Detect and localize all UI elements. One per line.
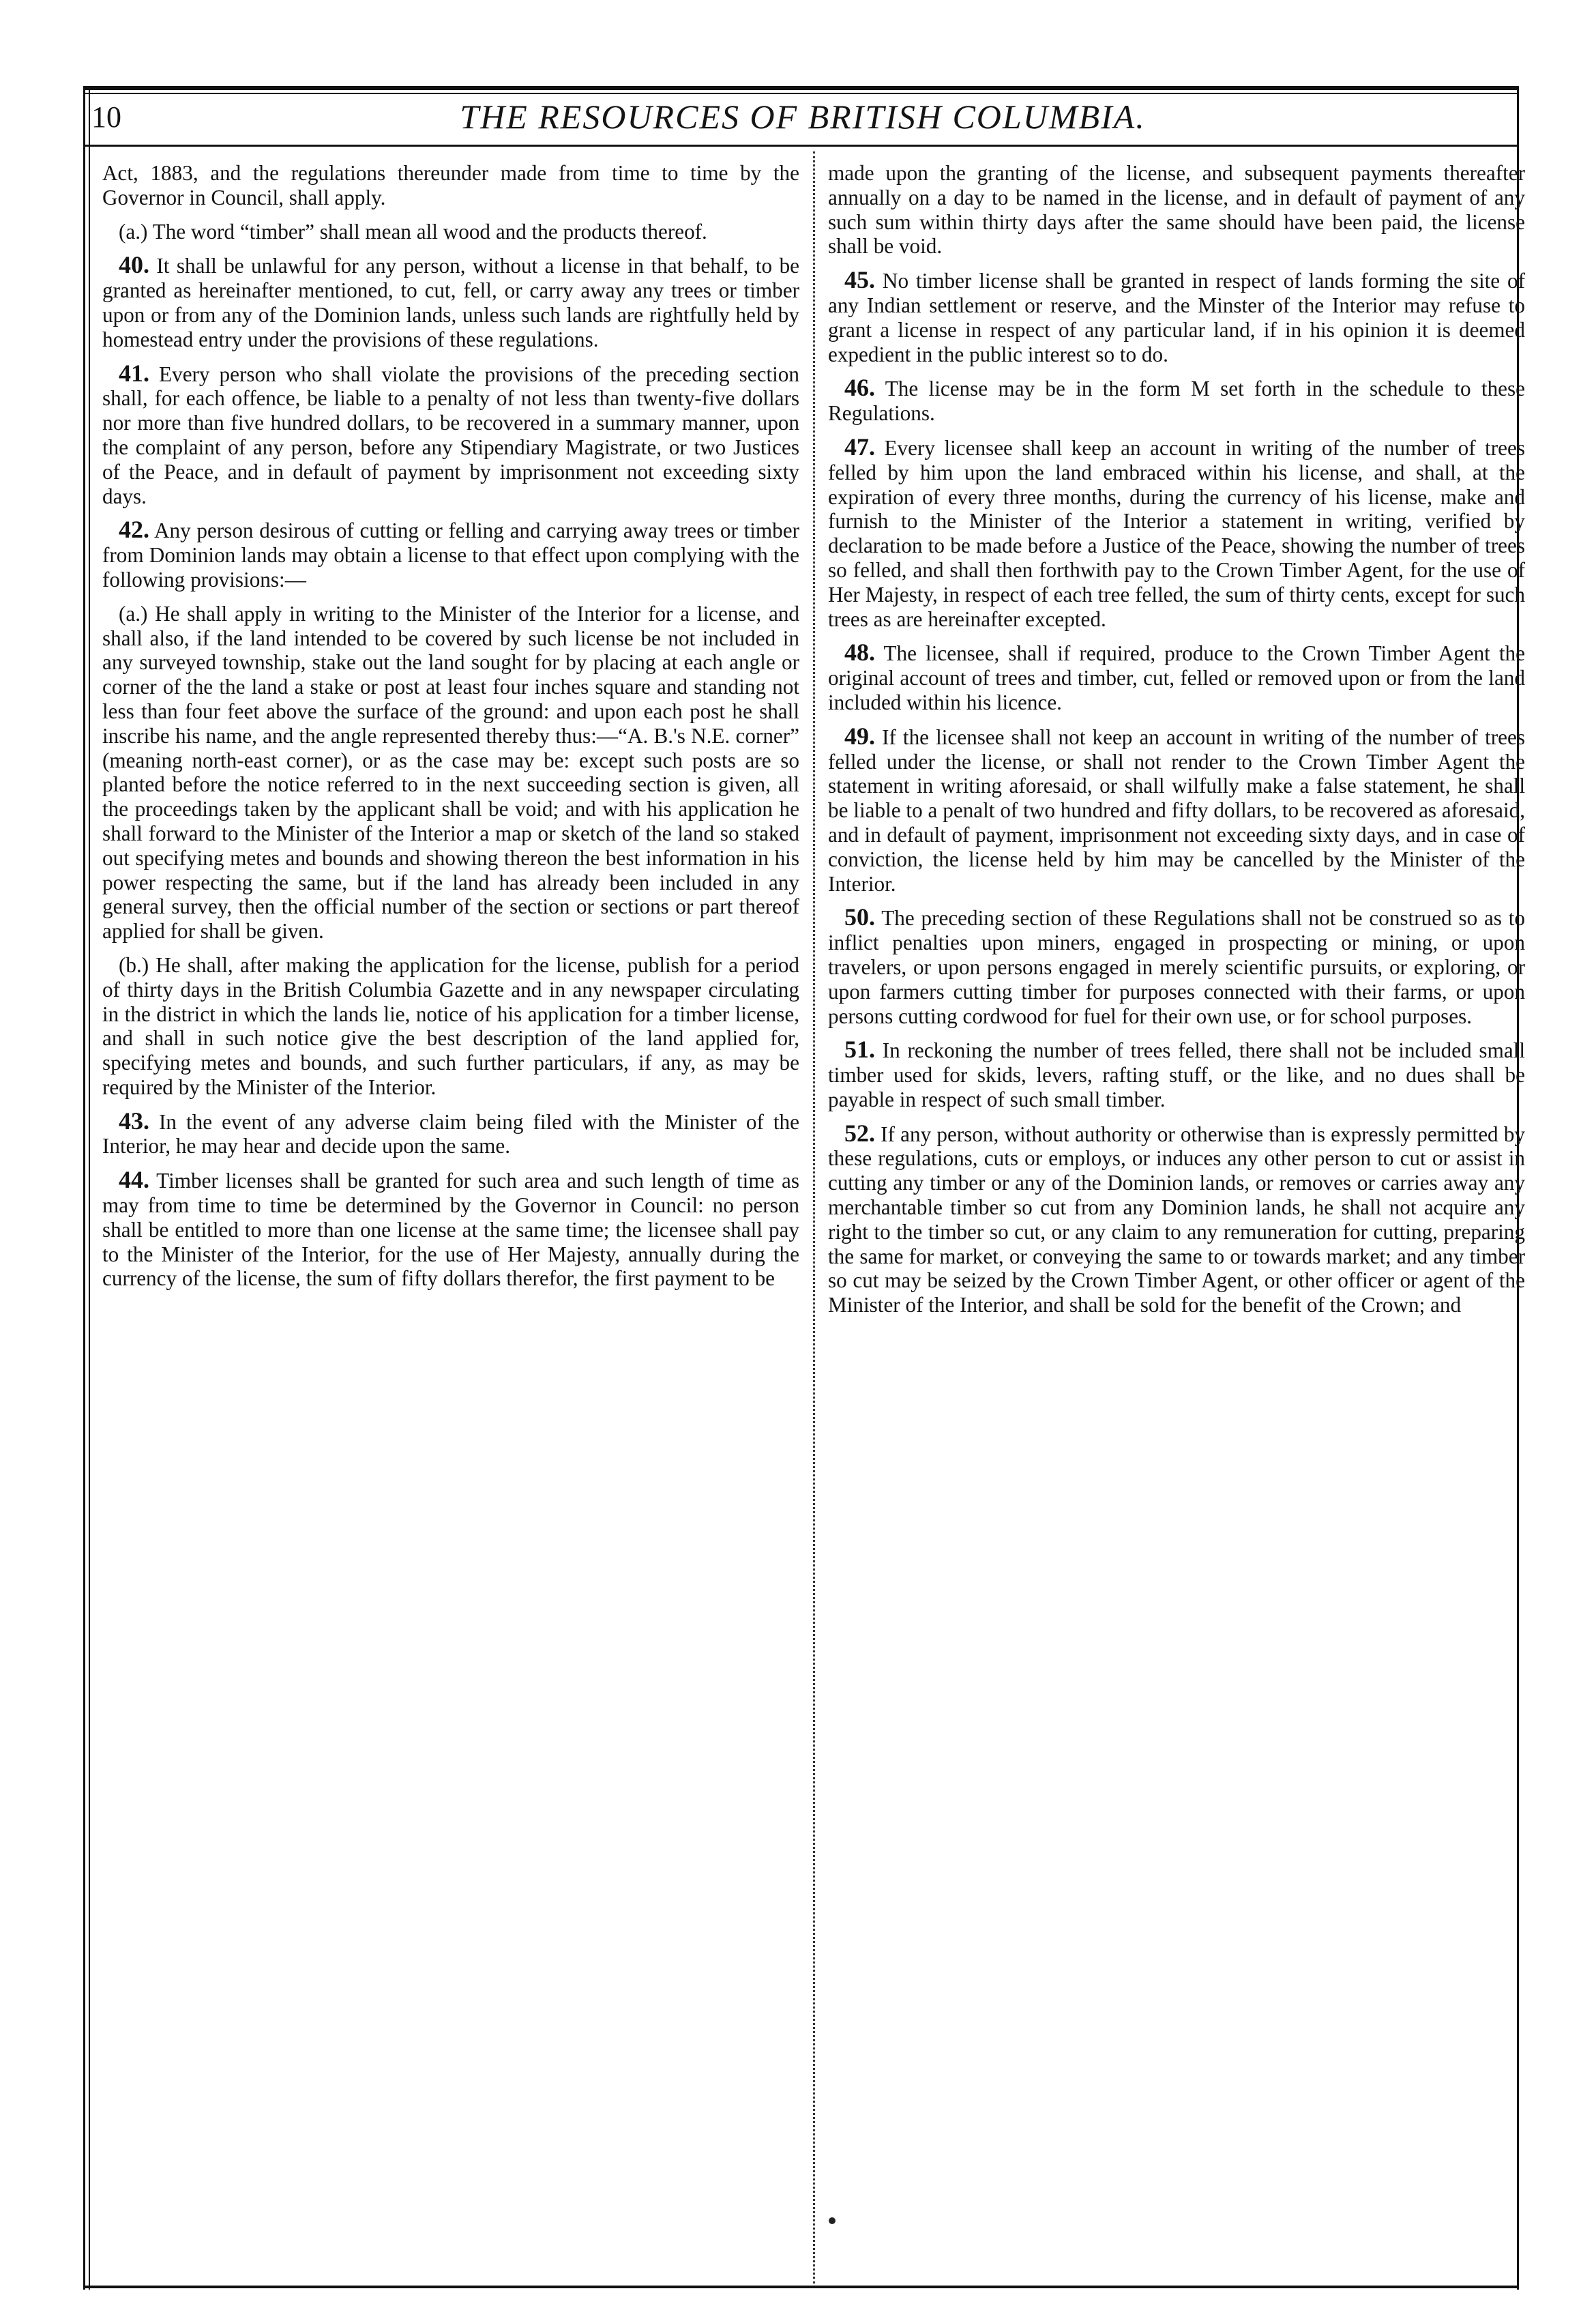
section-text: If any person, without authority or otherwise than is expressly permitted by these regulations, cuts or employs, or induces any other person to cut or assist in cutting any timber or any of the Dominion lands, or removes or carries away any merchantable timber so cut from any Dominion lands, he shall not acquire any right to the timber so cut, or any claim to any remuneration for cutting, preparing the same for market, or conveying the same to or towards market; and any timber so cut may be seized by the Crown Timber Agent, or other officer or agent of the Minister of the Interior, and shall be sold for the benefit of the Crown; and [828, 1122, 1526, 1317]
top-rule-thin [83, 93, 1519, 94]
section-number: 42. [119, 516, 149, 544]
section-text: In the event of any adverse claim being filed with the Minister of the Interior, he may hear and decide upon the same. [102, 1109, 799, 1158]
section-number: 49. [844, 722, 875, 750]
section-number: 48. [844, 639, 875, 667]
paragraph-text: Act, 1883, and the regulations thereunder made from time to time by the Governor in Council, shall apply. [102, 161, 799, 209]
section-43 [102, 1109, 799, 1159]
section-number: 46. [844, 374, 875, 402]
paragraph-text: (a.) He shall apply in writing to the Minister of the Interior for a license, and shall also, if the land intended to be covered by such license be not included in any surveyed township, stake out the land sought for by placing at each angle or corner of the the land a stake or post at least four inches square and standing not less than four feet above the surface of the ground: and upon each post he shall inscribe his name, and the angle represented thereby thus:—“A. B.'s N.E. corner” (meaning north-east corner), or as the case may be: except such posts are so planted before the notice referred to in the next succeeding section is given, all the proceedings taken by the applicant shall be void; and with his application he shall forward to the Minister of the Interior a map or sketch of the land so staked out specifying metes and bounds and showing thereon the best information in his power respecting the same, but if the land has already been included in any general survey, then the official number of the section or sections or part thereof applied for shall be given. [102, 601, 799, 944]
page-number: 10 [91, 100, 121, 134]
section-text: In reckoning the number of trees felled, there shall not be included small timber used for skids, levers, rafting stuff, or the like, and no dues shall be payable in respect of such small timber. [828, 1038, 1525, 1111]
subsection-a [102, 602, 799, 944]
section-number: 47. [844, 433, 875, 461]
section-text: The licensee, shall if required, produce to the Crown Timber Agent the original account of trees and timber, cut, felled or removed upon or from the land included within his licence. [828, 641, 1525, 714]
left-rule-inner [89, 86, 90, 2290]
paragraph-text: (a.) The word “timber” shall mean all wood and the products thereof. [119, 219, 707, 244]
section-text: Every person who shall violate the provisions of the preceding section shall, for each offence, be liable to a penalty of not less than twenty-five dollars nor more than five hundred dollars, to be recovered in a summary manner, upon the complaint of any person, before any Stipendiary Magistrate, or two Justices of the Peace, and in default of payment by imprisonment not exceeding sixty days. [102, 362, 799, 508]
section-number: 51. [844, 1036, 875, 1064]
section-41 [102, 359, 799, 509]
section-text: No timber license shall be granted in respect of lands forming the site of any Indian settlement or reserve, and the Minster of the Interior may refuse to grant a license in respect of any particular land, if in his opinion it is deemed expedient in the public interest so to do. [828, 269, 1526, 366]
paragraph [102, 161, 799, 210]
section-47 [828, 435, 1525, 631]
section-text: The preceding section of these Regulations shall not be construed so as to inflict penalties upon miners, engaged in prospecting or mining, or upon travelers, or upon persons engaged in merely scientific pursuits, or exploring, or upon farmers cutting timber for purposes connected with their farms, or upon persons cutting cordwood for fuel for their own use, or for school purposes. [828, 906, 1525, 1028]
paragraph-text: made upon the granting of the license, and subsequent payments thereafter annually on a day to be named in the license, and in default of payment of any such sum within thirty days after the same should have been paid, the license shall be void. [828, 161, 1525, 259]
section-text: Any person desirous of cutting or felling and carrying away trees or timber from Dominion lands may obtain a license to that effect upon complying with the following provisions:— [102, 519, 799, 592]
page-header [91, 96, 1514, 143]
section-42 [102, 518, 799, 592]
section-number: 52. [844, 1119, 875, 1147]
section-52 [828, 1119, 1526, 1317]
section-text: The license may be in the form M set forth in the schedule to these Regulations. [828, 377, 1526, 426]
paragraph [102, 220, 799, 244]
section-number: 45. [844, 266, 875, 294]
section-46 [828, 376, 1525, 426]
header-rule [83, 145, 1519, 147]
section-48 [828, 641, 1525, 714]
section-text: It shall be unlawful for any person, without a license in that behalf, to be granted as hereinafter mentioned, to cut, fell, or carry away any trees or timber upon or from any of the Dominion lands, unless such lands are rightfully held by homestead entry under the provisions of these regulations. [102, 254, 799, 351]
subsection-b [102, 953, 799, 1100]
section-text: Timber licenses shall be granted for such area and such length of time as may from time to time be determined by the Governor in Council: no person shall be entitled to more than one license at the same time; the licensee shall pay to the Minister of the Interior, for the use of Her Majesty, annually during the currency of the license, the sum of fifty dollars therefor, the first payment to be [102, 1169, 800, 1291]
left-column [102, 161, 799, 1291]
section-49 [828, 722, 1526, 896]
left-rule [83, 86, 85, 2290]
right-column [828, 161, 1525, 1317]
paragraph [828, 161, 1525, 259]
section-40 [102, 253, 799, 351]
section-text: If the licensee shall not keep an account in writing of the number of trees felled under the license, or shall not render to the Crown Timber Agent the statement in writing aforesaid, or shall wilfully make a false statement, he shall be liable to a penalt of two hundred and fifty dollars, to be recovered as aforesaid, and in default of payment, imprisonment not exceeding sixty days, and in case of conviction, the license held by him may be cancelled by the Minister of the Interior. [828, 725, 1526, 896]
section-51 [828, 1038, 1525, 1111]
column-divider [813, 151, 815, 2283]
print-mark [829, 2217, 836, 2224]
paragraph-text: (b.) He shall, after making the application for the license, publish for a period of thirty days in the British Columbia Gazette and in any newspaper circulating in the district in which the lands lie, notice of his application for a timber license, and shall in such notice give the best description of the land applied for, specifying metes and bounds, and such further particulars, if any, as may be required by the Minister of the Interior. [102, 952, 799, 1099]
section-50 [828, 905, 1525, 1028]
section-number: 43. [119, 1107, 149, 1135]
section-44 [102, 1168, 799, 1291]
running-title: THE RESOURCES OF BRITISH COLUMBIA. [460, 98, 1146, 136]
section-text: Every licensee shall keep an account in writing of the number of trees felled by him upon the land embraced within his license, and shall, at the expiration of every three months, during the currency of his license, make and furnish to the Minister of the Interior a statement in writing, verified by declaration to be made before a Justice of the Peace, showing the number of trees so felled, and shall then forthwith pay to the Crown Timber Agent, for the use of Her Majesty, in respect of each tree felled, the sum of thirty cents, except for such trees as are hereinafter excepted. [828, 435, 1526, 631]
section-number: 40. [119, 251, 149, 279]
section-number: 44. [119, 1166, 149, 1194]
section-number: 50. [844, 903, 875, 931]
bottom-rule [83, 2286, 1519, 2288]
top-rule-thick [83, 86, 1519, 90]
section-45 [828, 268, 1525, 366]
section-number: 41. [119, 359, 149, 387]
